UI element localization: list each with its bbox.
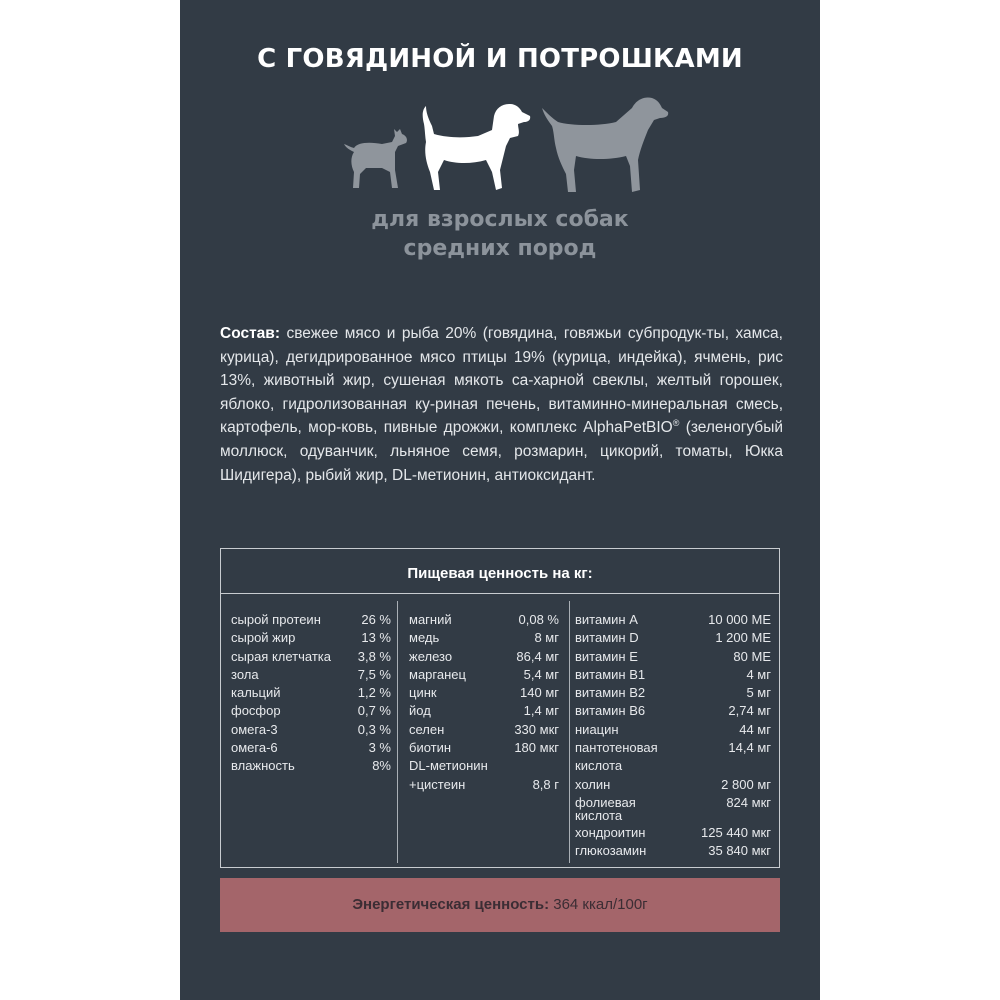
nutrient-value: 3,8 % (357, 648, 391, 664)
nutrient-row (575, 739, 771, 757)
nutrient-row (575, 684, 771, 702)
nutrient-row (231, 611, 391, 629)
nutrient-value: 0,7 % (357, 703, 391, 719)
nutrient-name: фосфор (231, 703, 281, 719)
nutrient-value: 8,8 г (532, 776, 559, 792)
nutrient-name: DL-метионин (409, 758, 488, 774)
nutrient-name: кислота (575, 758, 623, 774)
nutrient-value: 14,4 мг (728, 740, 771, 756)
nutrient-value: 26 % (361, 612, 391, 627)
nutrient-row (231, 629, 391, 647)
nutrient-row (575, 702, 771, 720)
nutrient-name: влажность (231, 758, 295, 774)
nutrient-value: 1,2 % (357, 685, 391, 701)
nutrient-name: сырой жир (231, 630, 296, 646)
nutrient-value: 140 мг (520, 685, 559, 701)
nutrient-name: железо (409, 648, 453, 664)
nutrient-row (231, 739, 391, 757)
composition-text (220, 322, 783, 487)
medium-dog-icon (423, 104, 531, 190)
nutrient-value: 0,3 % (357, 721, 391, 737)
nutrient-name: йод (409, 703, 431, 719)
nutrient-value: 0,08 % (518, 612, 559, 627)
nutrient-name: витамин В1 (575, 666, 646, 682)
nutrient-name: фолиевая кислота (575, 794, 636, 823)
nutrient-row (575, 666, 771, 684)
nutrient-row (409, 702, 559, 720)
nutrient-name: цинк (409, 685, 437, 701)
large-dog-icon (542, 97, 668, 192)
nutrient-row (575, 721, 771, 739)
energy-label: Энергетическая ценность: (352, 896, 550, 913)
nutrient-value: 10 000 МЕ (708, 612, 771, 627)
nutrient-row (575, 776, 771, 794)
energy-value-band (220, 878, 780, 932)
nutrient-row (231, 702, 391, 720)
nutrient-value: 35 840 мкг (708, 843, 771, 859)
nutrient-value: 8 мг (534, 630, 559, 646)
nutrient-value: 80 МЕ (733, 648, 771, 664)
small-dog-icon (344, 129, 407, 188)
nutrient-row (575, 611, 771, 629)
nutrition-table (220, 548, 780, 868)
nutrient-name: холин (575, 776, 611, 792)
nutrient-row (409, 776, 559, 794)
nutrient-value: 3 % (368, 740, 391, 756)
energy-value: 364 ккал/100г (553, 896, 648, 913)
package-back-panel (180, 0, 820, 1000)
nutrient-value: 180 мкг (514, 740, 559, 756)
nutrient-value: 5 мг (746, 685, 771, 701)
nutrient-row (231, 757, 391, 775)
nutrient-value: 824 мкг (726, 794, 771, 810)
nutrient-row (575, 629, 771, 647)
nutrient-row (575, 842, 771, 860)
nutrient-name: витамин В2 (575, 685, 646, 701)
nutrient-row (575, 824, 771, 842)
dog-size-icons (340, 96, 670, 200)
nutrient-name: глюкозамин (575, 843, 647, 859)
nutrient-row (409, 739, 559, 757)
nutrient-value: 4 мг (746, 666, 771, 682)
nutrient-name: омега-3 (231, 721, 278, 737)
nutrient-row (231, 684, 391, 702)
nutrient-value: 2,74 мг (728, 703, 771, 719)
nutrition-divider (221, 593, 779, 594)
nutrient-name: +цистеин (409, 776, 466, 792)
nutrition-title: Пищевая ценность на кг: (407, 565, 593, 582)
nutrient-value: 5,4 мг (523, 666, 559, 682)
nutrient-name: магний (409, 612, 452, 627)
nutrient-name: марганец (409, 666, 466, 682)
nutrient-value: 125 440 мкг (701, 824, 771, 840)
composition-body-end: (зеленогубый моллюск, одуванчик, льняное семя, розмарин, цикорий, томаты, Юкка Шидигера), рыбий жир, DL-метионин, антиоксидант. (220, 419, 783, 484)
nutrient-name: хондроитин (575, 824, 646, 840)
nutrient-name: сырая клетчатка (231, 648, 332, 664)
nutrient-row (409, 666, 559, 684)
nutrient-value: 13 % (361, 630, 391, 646)
nutrient-name: зола (231, 666, 259, 682)
nutrition-column-2 (409, 611, 559, 794)
subtitle (180, 205, 820, 263)
nutrient-name: селен (409, 721, 445, 737)
nutrient-value: 2 800 мг (721, 776, 771, 792)
column-divider-1 (397, 601, 398, 863)
nutrient-name: омега-6 (231, 740, 278, 756)
nutrient-row (409, 648, 559, 666)
nutrient-row (575, 757, 771, 775)
composition-label: Состав: (220, 325, 280, 342)
nutrient-value: 1 200 МЕ (715, 630, 771, 646)
nutrient-row (231, 648, 391, 666)
nutrient-row (231, 721, 391, 739)
nutrient-name: кальций (231, 685, 281, 701)
subtitle-line-1: для взрослых собак (371, 207, 629, 232)
nutrient-name: витамин А (575, 612, 638, 627)
nutrient-value: 7,5 % (357, 666, 391, 682)
nutrient-value: 1,4 мг (523, 703, 559, 719)
nutrient-row (409, 684, 559, 702)
registered-mark: ® (672, 418, 680, 429)
composition-body: свежее мясо и рыба 20% (говядина, говяжьи субпродук-ты, хамса, курица), дегидрированное мясо птицы 19% (курица, индейка), ячмень, рис 13%, животный жир, сушеная мякоть са-харной свеклы, желтый горошек, яблоко, гидролизованная ку-риная печень, витаминно-минеральная смесь, картофель, мор-ковь, пивные дрожжи, комплекс AlphaPetBIO (220, 325, 783, 437)
column-divider-2 (569, 601, 570, 863)
nutrition-column-3 (575, 611, 771, 861)
nutrient-value: 330 мкг (514, 721, 559, 737)
nutrient-row (409, 611, 559, 629)
nutrient-row (409, 721, 559, 739)
nutrient-row (409, 629, 559, 647)
nutrient-row (409, 757, 559, 775)
nutrient-name: витамин Е (575, 648, 638, 664)
nutrient-name: биотин (409, 740, 452, 756)
subtitle-line-2: средних пород (403, 236, 597, 261)
nutrient-row (231, 666, 391, 684)
nutrient-value: 86,4 мг (516, 648, 559, 664)
product-headline: С ГОВЯДИНОЙ И ПОТРОШКАМИ (257, 44, 743, 74)
nutrient-name: пантотеновая (575, 740, 658, 756)
nutrient-name: медь (409, 630, 440, 646)
nutrition-column-1 (231, 611, 391, 776)
nutrient-value: 8% (372, 758, 391, 774)
nutrient-value: 44 мг (739, 721, 771, 737)
nutrient-name: витамин В6 (575, 703, 646, 719)
nutrient-name: сырой протеин (231, 612, 321, 627)
nutrient-name: ниацин (575, 721, 619, 737)
nutrient-name: витамин D (575, 630, 639, 646)
nutrient-row (575, 794, 771, 824)
nutrient-row (575, 648, 771, 666)
